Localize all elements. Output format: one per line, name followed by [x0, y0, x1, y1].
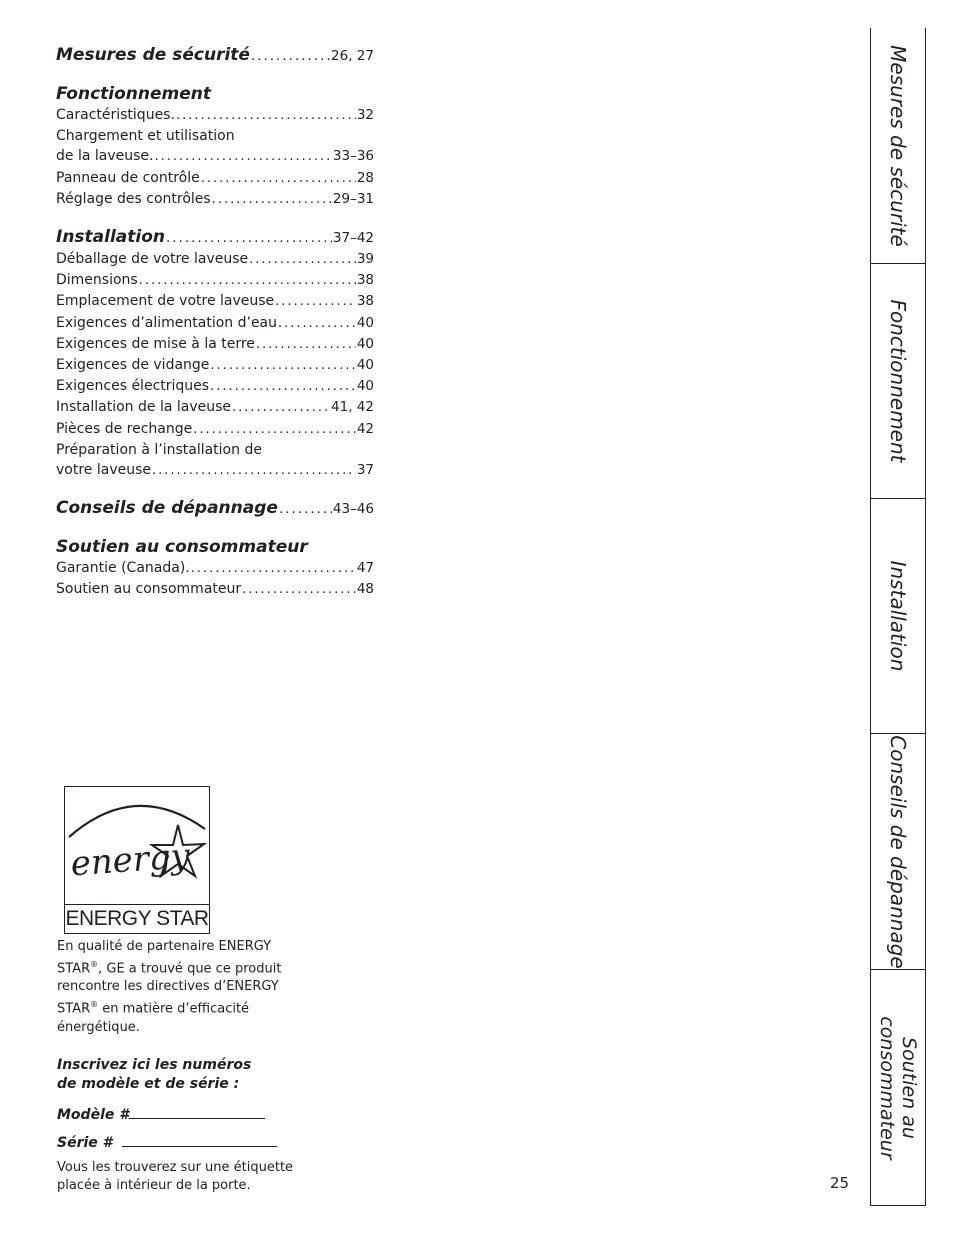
- toc-entry[interactable]: [56, 355, 374, 376]
- toc-entry[interactable]: [56, 376, 374, 397]
- toc-entry[interactable]: [56, 146, 374, 167]
- toc-section-pages: 26, 27: [331, 48, 374, 64]
- toc-leader-dots: [139, 271, 356, 291]
- toc-entry[interactable]: [56, 558, 374, 579]
- toc-leader-dots: [210, 356, 355, 376]
- energy-star-emblem-icon: [65, 787, 208, 903]
- toc-entry-page: 41, 42: [331, 399, 374, 416]
- toc-entry-label: Pièces de rechange: [56, 420, 193, 437]
- model-number-blank: [129, 1104, 265, 1119]
- toc-entry-label: Exigences de vidange: [56, 357, 210, 374]
- model-number-label: Modèle #: [57, 1107, 129, 1123]
- energy-star-wordmark: ENERGY STAR: [65, 904, 209, 933]
- toc-entry[interactable]: [56, 189, 374, 210]
- toc-section-title: Mesures de sécurité: [56, 45, 250, 65]
- toc-section-soutien-au-consommateur[interactable]: [56, 536, 374, 558]
- toc-leader-dots: [210, 377, 356, 397]
- toc-leader-dots: [176, 106, 356, 126]
- toc-leader-dots: [251, 45, 330, 67]
- toc-entry-label: Emplacement de votre laveuse: [56, 293, 275, 310]
- toc-entry-page: 29–31: [332, 190, 374, 207]
- toc-entry-page: 39: [356, 251, 374, 268]
- toc-entry-label: Installation de la laveuse: [56, 399, 232, 416]
- toc-entry-page: 33–36: [332, 148, 374, 165]
- energy-star-partner-statement: En qualité de partenaire ENERGY STAR®, GE a trouvé que ce produit rencontre les directives d’ENERGY STAR® en matière d’efficacité énergétique.: [57, 939, 282, 1035]
- toc-entry-page: 37: [356, 462, 374, 479]
- serial-number-blank: [122, 1132, 277, 1147]
- toc-entry-page: 40: [356, 378, 374, 395]
- record-numbers-heading: Inscrivez ici les numéros de modèle et de série :: [57, 1057, 252, 1092]
- toc-leader-dots: [279, 498, 332, 520]
- toc-entry[interactable]: [56, 313, 374, 334]
- toc-section-conseils-de-depannage[interactable]: [56, 497, 374, 520]
- toc-entry[interactable]: [56, 397, 374, 418]
- toc-leader-dots: [232, 398, 330, 418]
- toc-entry-label: Panneau de contrôle: [56, 169, 200, 186]
- tab-fonctionnement[interactable]: Fonctionnement: [871, 264, 925, 499]
- toc-entry[interactable]: [56, 291, 374, 312]
- toc-leader-dots: [212, 190, 332, 210]
- tab-conseils-de-depannage[interactable]: Conseils de dépannage: [871, 734, 925, 970]
- toc-entry-label: Exigences d’alimentation d’eau: [56, 314, 278, 331]
- toc-section-title: Soutien au consommateur: [56, 537, 308, 558]
- toc-entry[interactable]: [56, 460, 374, 481]
- serial-number-label: Série #: [57, 1135, 113, 1151]
- table-of-contents: [56, 44, 374, 601]
- toc-leader-dots: [242, 580, 356, 600]
- toc-entry[interactable]: [56, 249, 374, 270]
- toc-leader-dots: [249, 250, 356, 270]
- toc-entry-label: Dimensions: [56, 272, 138, 289]
- toc-leader-dots: [191, 559, 356, 579]
- toc-entry[interactable]: [56, 105, 374, 126]
- toc-leader-dots: [193, 420, 356, 440]
- toc-section-pages: 43–46: [332, 501, 374, 518]
- toc-entry-page: 40: [356, 335, 374, 352]
- toc-section-fonctionnement[interactable]: [56, 83, 374, 105]
- toc-entry-label: Déballage de votre laveuse: [56, 251, 249, 268]
- toc-entry-page: 42: [356, 420, 374, 437]
- serial-number-field: [57, 1132, 277, 1151]
- toc-entry-page: 48: [356, 581, 374, 598]
- toc-section-title: Fonctionnement: [56, 84, 211, 104]
- energy-script-text: energy: [69, 836, 192, 885]
- toc-leader-dots: [278, 314, 356, 334]
- toc-entry-label-line: Chargement et utilisation: [56, 128, 235, 145]
- toc-entry-label: votre laveuse: [56, 462, 151, 479]
- toc-leader-dots: [152, 461, 356, 481]
- section-tabs: [870, 28, 926, 1206]
- toc-entry[interactable]: [56, 270, 374, 291]
- energy-star-logo: [64, 786, 210, 934]
- toc-entry-label: Exigences de mise à la terre: [56, 335, 255, 352]
- model-number-field: [57, 1104, 265, 1123]
- toc-entry-page: 38: [356, 272, 374, 289]
- toc-entry-label: Caractéristiques.: [56, 107, 175, 123]
- toc-section-pages: 37–42: [332, 230, 374, 247]
- toc-section-title: Installation: [56, 227, 166, 248]
- toc-entry-label: de la laveuse.: [56, 148, 154, 165]
- toc-entry-page: 40: [356, 357, 374, 374]
- toc-section-installation[interactable]: [56, 226, 374, 249]
- toc-leader-dots: [275, 292, 356, 312]
- toc-leader-dots: [154, 147, 331, 167]
- toc-section-title: Conseils de dépannage: [56, 498, 278, 519]
- toc-entry[interactable]: [56, 334, 374, 355]
- toc-entry-label-line: Préparation à l’installation de: [56, 441, 262, 458]
- toc-section-mesures-de-securite[interactable]: [56, 44, 374, 67]
- page-number: 25: [830, 1174, 850, 1192]
- toc-entry[interactable]: [56, 579, 374, 600]
- toc-entry-label: Garantie (Canada).: [56, 560, 190, 577]
- label-location-note: Vous les trouverez sur une étiquette placée à intérieur de la porte.: [57, 1160, 294, 1193]
- toc-entry-page: 32: [356, 107, 374, 123]
- tab-mesures-de-securite[interactable]: Mesures de sécurité: [871, 28, 925, 264]
- tab-installation[interactable]: Installation: [871, 499, 925, 734]
- toc-entry[interactable]: [56, 419, 374, 440]
- toc-entry[interactable]: [56, 168, 374, 189]
- toc-entry-page: 38: [356, 293, 374, 310]
- toc-entry-page: 47: [356, 560, 374, 577]
- toc-entry-page: 28: [356, 169, 374, 186]
- toc-entry-page: 40: [356, 314, 374, 331]
- toc-entry-label: Réglage des contrôles: [56, 190, 211, 207]
- tab-soutien-au-consommateur[interactable]: Soutien au consommateur: [876, 1016, 920, 1160]
- toc-entry-label: Soutien au consommateur: [56, 581, 242, 598]
- toc-leader-dots: [166, 227, 332, 249]
- toc-leader-dots: [256, 335, 356, 355]
- toc-leader-dots: [201, 169, 356, 189]
- toc-entry-label: Exigences électriques: [56, 378, 210, 395]
